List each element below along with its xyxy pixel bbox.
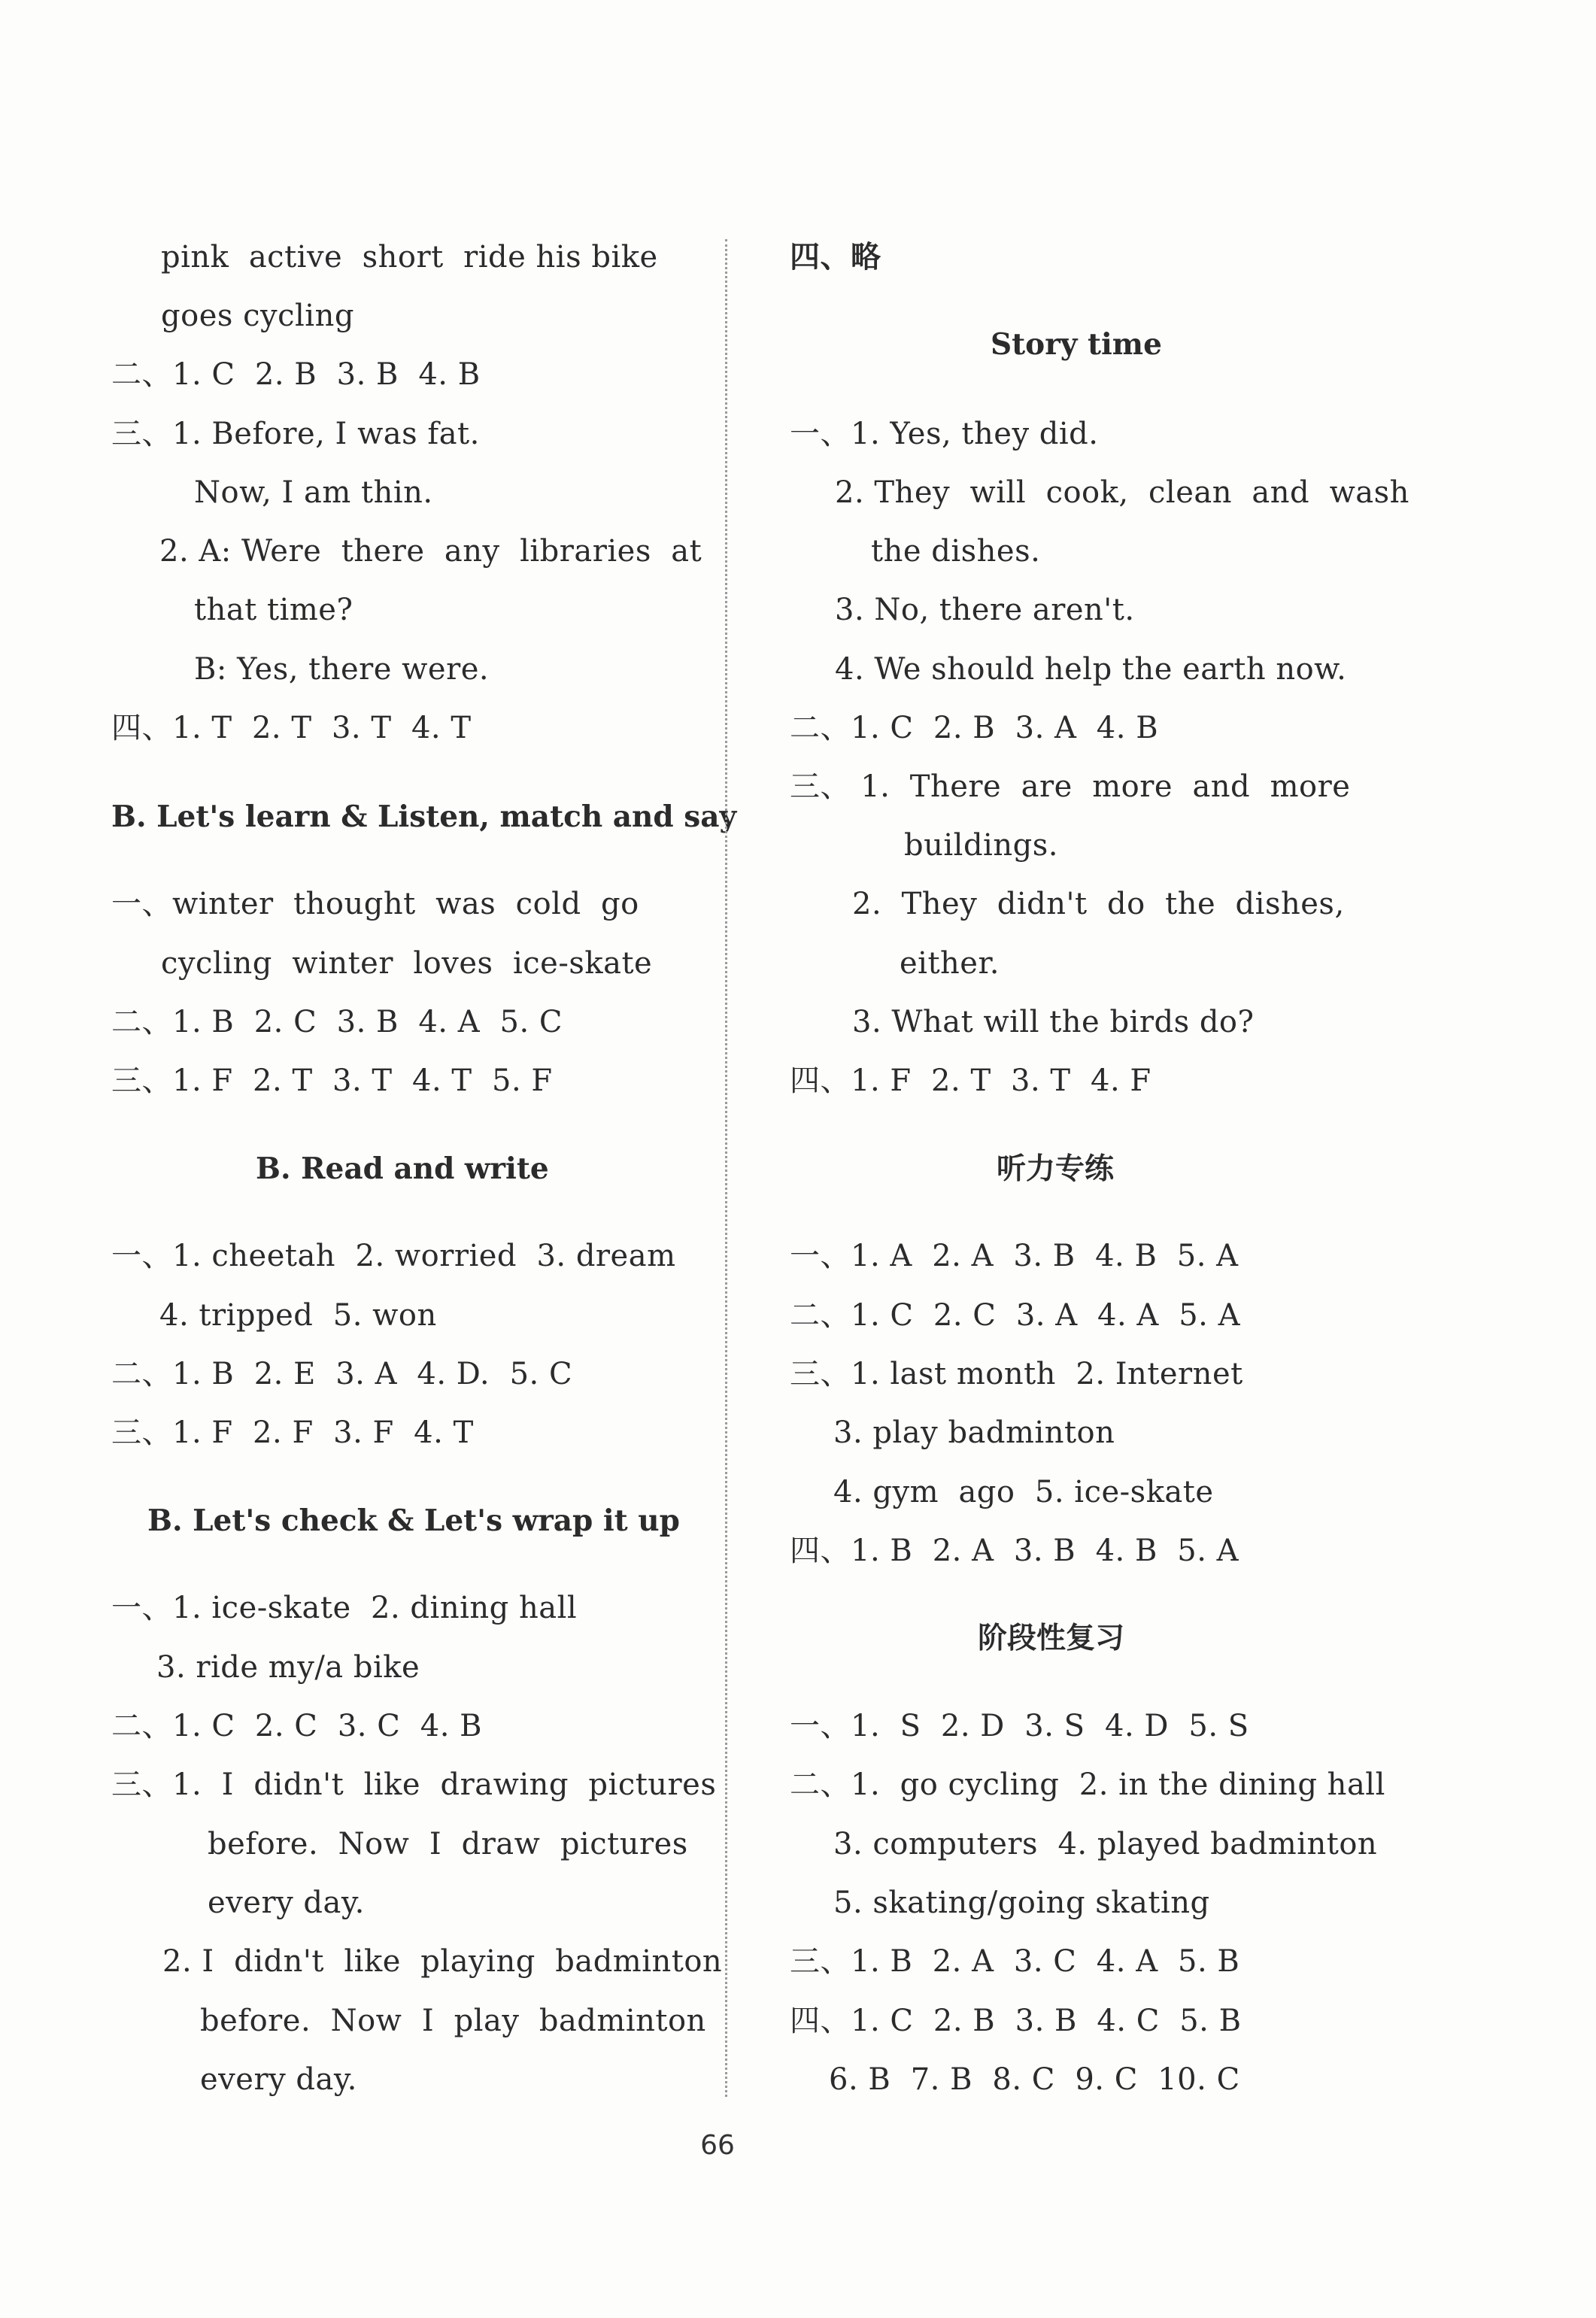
answer-line: 二、1. C 2. B 3. A 4. B [790,711,1159,745]
page-number: 66 [700,2130,735,2161]
right-column [726,0,1596,2318]
answer-line: every day. [200,2062,357,2097]
answer-line: 4. We should help the earth now. [835,652,1347,687]
answer-line: 2. I didn't like playing badminton [162,1944,723,1979]
answer-line: 三、 1. There are more and more [790,769,1351,804]
answer-line: 6. B 7. B 8. C 9. C 10. C [829,2062,1240,2097]
answer-line: 三、1. F 2. T 3. T 4. T 5. F [111,1063,553,1098]
left-column [0,0,737,2318]
answer-line: 三、1. Before, I was fat. [111,417,480,451]
answer-line: 四、1. C 2. B 3. B 4. C 5. B [790,2004,1242,2038]
answer-line: 4. gym ago 5. ice-skate [833,1475,1214,1509]
answer-line: 二、1. C 2. C 3. C 4. B [111,1709,483,1743]
answer-line: B: Yes, there were. [194,652,490,687]
answer-line: 四、1. T 2. T 3. T 4. T [111,711,472,745]
section-heading: 听力专练 [997,1151,1115,1186]
answer-line: 4. tripped 5. won [159,1298,437,1333]
answer-line: 3. play badminton [833,1415,1115,1450]
answer-line: buildings. [904,828,1058,863]
answer-line: before. Now I play badminton [200,2004,706,2038]
answer-line: 5. skating/going skating [833,1886,1210,1920]
section-heading: B. Let's learn & Listen, match and say [111,799,737,834]
answer-line: 四、1. B 2. A 3. B 4. B 5. A [790,1534,1239,1568]
answer-line: 二、1. C 2. B 3. B 4. B [111,357,481,392]
answer-line: 三、1. B 2. A 3. C 4. A 5. B [790,1944,1240,1979]
answer-line: the dishes. [871,534,1041,569]
answer-line: 2. A: Were there any libraries at [159,534,702,569]
answer-line: 四、略 [790,239,881,275]
answer-line: 三、1. last month 2. Internet [790,1357,1243,1391]
answer-line: 2. They will cook, clean and wash [835,475,1409,510]
answer-line: pink active short ride his bike [161,240,658,275]
answer-line: 3. No, there aren't. [835,593,1135,627]
answer-line: goes cycling [161,299,354,333]
answer-line: 三、1. I didn't like drawing pictures [111,1767,717,1802]
answer-line: 二、1. go cycling 2. in the dining hall [790,1767,1385,1802]
answer-line: 二、1. C 2. C 3. A 4. A 5. A [790,1298,1240,1333]
answer-line: 二、1. B 2. C 3. B 4. A 5. C [111,1005,563,1039]
answer-line: 一、1. Yes, they did. [790,417,1099,451]
answer-line: 三、1. F 2. F 3. F 4. T [111,1415,474,1450]
answer-line: 3. What will the birds do? [852,1005,1255,1039]
answer-line: either. [900,946,1000,981]
answer-line: that time? [194,593,353,627]
answer-line: 一、1. A 2. A 3. B 4. B 5. A [790,1239,1239,1273]
answer-line: 一、winter thought was cold go [111,887,639,921]
answer-line: cycling winter loves ice-skate [161,946,653,981]
answer-line: 一、1. S 2. D 3. S 4. D 5. S [790,1709,1249,1743]
section-heading: B. Read and write [256,1151,549,1186]
answer-line: 一、1. ice-skate 2. dining hall [111,1591,578,1625]
section-heading: Story time [991,327,1162,362]
answer-line: 2. They didn't do the dishes, [852,887,1345,921]
answer-line: every day. [208,1886,365,1920]
answer-line: 一、1. cheetah 2. worried 3. dream [111,1239,676,1273]
answer-line: 3. computers 4. played badminton [833,1827,1378,1861]
section-heading: 阶段性复习 [978,1621,1125,1655]
answer-line: 3. ride my/a bike [156,1650,420,1685]
answer-line: before. Now I draw pictures [208,1827,688,1861]
section-heading: B. Let's check & Let's wrap it up [147,1503,680,1538]
answer-line: 二、1. B 2. E 3. A 4. D. 5. C [111,1357,573,1391]
answer-line: Now, I am thin. [194,475,433,510]
answer-line: 四、1. F 2. T 3. T 4. F [790,1063,1151,1098]
